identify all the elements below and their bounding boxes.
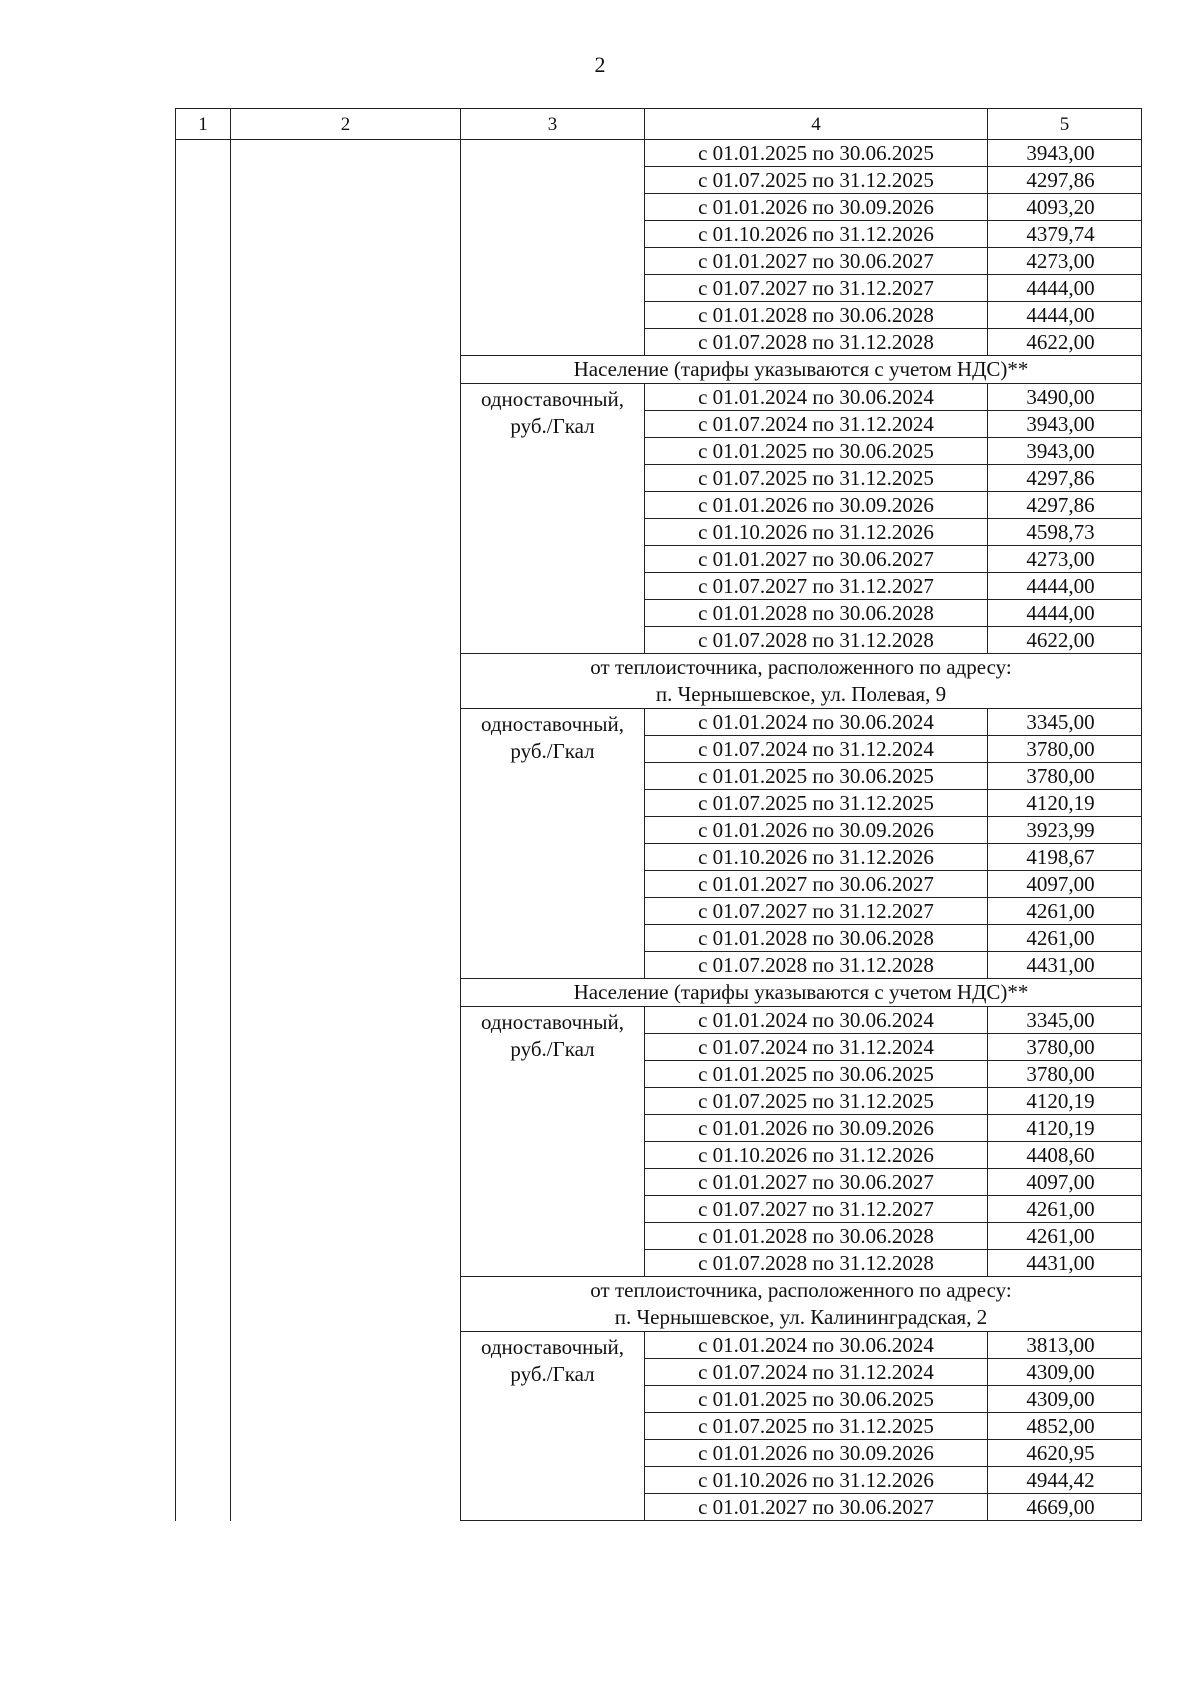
tariff-type-line: руб./Гкал: [510, 1037, 595, 1061]
tariff-type-line: руб./Гкал: [510, 1362, 595, 1386]
column-2-cell: [231, 140, 461, 1521]
tariff-value-cell: 3780,00: [988, 763, 1142, 790]
section-title-line: Население (тарифы указываются с учетом НДС)**: [573, 357, 1029, 381]
period-cell: с 01.07.2024 по 31.12.2024: [645, 411, 988, 438]
tariff-type-line: руб./Гкал: [510, 739, 595, 763]
tariff-value-cell: 4669,00: [988, 1494, 1142, 1521]
column-header: 4: [645, 109, 988, 140]
period-cell: с 01.07.2027 по 31.12.2027: [645, 1196, 988, 1223]
tariff-value-cell: 4273,00: [988, 248, 1142, 275]
period-cell: с 01.01.2026 по 30.09.2026: [645, 492, 988, 519]
period-cell: с 01.01.2028 по 30.06.2028: [645, 302, 988, 329]
period-cell: с 01.07.2028 по 31.12.2028: [645, 329, 988, 356]
tariff-value-cell: 3780,00: [988, 736, 1142, 763]
column-1-cell: [176, 140, 231, 1521]
period-cell: с 01.10.2026 по 31.12.2026: [645, 1467, 988, 1494]
tariff-type-cell: [461, 384, 645, 654]
tariff-value-cell: 4944,42: [988, 1467, 1142, 1494]
period-cell: с 01.01.2024 по 30.06.2024: [645, 709, 988, 736]
period-cell: с 01.01.2027 по 30.06.2027: [645, 546, 988, 573]
period-cell: с 01.07.2027 по 31.12.2027: [645, 898, 988, 925]
tariff-table: [175, 108, 1142, 1521]
tariff-value-cell: 3780,00: [988, 1034, 1142, 1061]
period-cell: с 01.01.2024 по 30.06.2024: [645, 1332, 988, 1359]
tariff-value-cell: 4120,19: [988, 790, 1142, 817]
tariff-value-cell: 4444,00: [988, 275, 1142, 302]
tariff-value-cell: 4431,00: [988, 952, 1142, 979]
period-cell: с 01.01.2025 по 30.06.2025: [645, 763, 988, 790]
period-cell: с 01.07.2025 по 31.12.2025: [645, 167, 988, 194]
tariff-value-cell: 4622,00: [988, 329, 1142, 356]
tariff-value-cell: 4309,00: [988, 1359, 1142, 1386]
tariff-value-cell: 3490,00: [988, 384, 1142, 411]
column-3-cell: [461, 140, 645, 356]
section-title: [461, 979, 1142, 1007]
period-cell: с 01.07.2024 по 31.12.2024: [645, 1359, 988, 1386]
tariff-value-cell: 3923,99: [988, 817, 1142, 844]
tariff-type-cell: [461, 709, 645, 979]
tariff-value-cell: 4093,20: [988, 194, 1142, 221]
section-title-line: от теплоисточника, расположенного по адресу:: [590, 655, 1012, 679]
tariff-value-cell: 3345,00: [988, 709, 1142, 736]
tariff-value-cell: 4261,00: [988, 898, 1142, 925]
section-title-line: п. Чернышевское, ул. Полевая, 9: [655, 682, 947, 706]
period-cell: с 01.01.2025 по 30.06.2025: [645, 140, 988, 167]
tariff-type-line: одноставочный,: [480, 712, 625, 736]
period-cell: с 01.01.2028 по 30.06.2028: [645, 600, 988, 627]
tariff-value-cell: 3943,00: [988, 438, 1142, 465]
tariff-value-cell: 4379,74: [988, 221, 1142, 248]
column-header: 3: [461, 109, 645, 140]
section-title-line: п. Чернышевское, ул. Калининградская, 2: [614, 1305, 988, 1329]
tariff-value-cell: 3813,00: [988, 1332, 1142, 1359]
page-number: 2: [594, 52, 606, 77]
tariff-type-cell: [461, 1007, 645, 1277]
tariff-value-cell: 4431,00: [988, 1250, 1142, 1277]
tariff-value-cell: 4444,00: [988, 600, 1142, 627]
tariff-value-cell: 4261,00: [988, 925, 1142, 952]
period-cell: с 01.07.2028 по 31.12.2028: [645, 952, 988, 979]
tariff-value-cell: 4297,86: [988, 167, 1142, 194]
period-cell: с 01.10.2026 по 31.12.2026: [645, 221, 988, 248]
period-cell: с 01.07.2025 по 31.12.2025: [645, 1088, 988, 1115]
period-cell: с 01.07.2025 по 31.12.2025: [645, 790, 988, 817]
section-title: [461, 356, 1142, 384]
section-title: [461, 654, 1142, 709]
period-cell: с 01.01.2024 по 30.06.2024: [645, 384, 988, 411]
table-body: [176, 140, 1142, 1521]
period-cell: с 01.07.2024 по 31.12.2024: [645, 736, 988, 763]
tariff-value-cell: 3780,00: [988, 1061, 1142, 1088]
section-title: [461, 1277, 1142, 1332]
tariff-value-cell: 4444,00: [988, 573, 1142, 600]
period-cell: с 01.01.2027 по 30.06.2027: [645, 871, 988, 898]
period-cell: с 01.07.2028 по 31.12.2028: [645, 1250, 988, 1277]
period-cell: с 01.07.2027 по 31.12.2027: [645, 275, 988, 302]
period-cell: с 01.07.2025 по 31.12.2025: [645, 1413, 988, 1440]
tariff-value-cell: 4309,00: [988, 1386, 1142, 1413]
period-cell: с 01.07.2028 по 31.12.2028: [645, 627, 988, 654]
period-cell: с 01.01.2026 по 30.09.2026: [645, 194, 988, 221]
period-cell: с 01.01.2025 по 30.06.2025: [645, 438, 988, 465]
tariff-value-cell: 4444,00: [988, 302, 1142, 329]
period-cell: с 01.10.2026 по 31.12.2026: [645, 519, 988, 546]
period-cell: с 01.01.2027 по 30.06.2027: [645, 1494, 988, 1521]
period-cell: с 01.01.2026 по 30.09.2026: [645, 1115, 988, 1142]
period-cell: с 01.01.2028 по 30.06.2028: [645, 925, 988, 952]
tariff-value-cell: 3943,00: [988, 140, 1142, 167]
tariff-value-cell: 4120,19: [988, 1115, 1142, 1142]
period-cell: с 01.07.2024 по 31.12.2024: [645, 1034, 988, 1061]
tariff-value-cell: 3943,00: [988, 411, 1142, 438]
tariff-value-cell: 4097,00: [988, 871, 1142, 898]
period-cell: с 01.01.2026 по 30.09.2026: [645, 817, 988, 844]
period-cell: с 01.10.2026 по 31.12.2026: [645, 844, 988, 871]
tariff-value-cell: 4273,00: [988, 546, 1142, 573]
period-cell: с 01.07.2025 по 31.12.2025: [645, 465, 988, 492]
column-header: 1: [176, 109, 231, 140]
tariff-value-cell: 4198,67: [988, 844, 1142, 871]
tariff-type-line: руб./Гкал: [510, 414, 595, 438]
column-header: 2: [231, 109, 461, 140]
period-cell: с 01.01.2025 по 30.06.2025: [645, 1386, 988, 1413]
period-cell: с 01.01.2025 по 30.06.2025: [645, 1061, 988, 1088]
tariff-value-cell: 4297,86: [988, 465, 1142, 492]
tariff-value-cell: 4598,73: [988, 519, 1142, 546]
tariff-value-cell: 4622,00: [988, 627, 1142, 654]
tariff-value-cell: 4120,19: [988, 1088, 1142, 1115]
period-cell: с 01.01.2024 по 30.06.2024: [645, 1007, 988, 1034]
table-row: [176, 140, 1142, 167]
tariff-type-cell: [461, 1332, 645, 1521]
period-cell: с 01.07.2027 по 31.12.2027: [645, 573, 988, 600]
tariff-value-cell: 4097,00: [988, 1169, 1142, 1196]
section-title-line: Население (тарифы указываются с учетом НДС)**: [573, 980, 1029, 1004]
tariff-value-cell: 4261,00: [988, 1196, 1142, 1223]
tariff-value-cell: 4261,00: [988, 1223, 1142, 1250]
tariff-value-cell: 4852,00: [988, 1413, 1142, 1440]
header-row: [176, 109, 1142, 140]
period-cell: с 01.01.2026 по 30.09.2026: [645, 1440, 988, 1467]
section-title-line: от теплоисточника, расположенного по адресу:: [590, 1278, 1012, 1302]
tariff-value-cell: 4408,60: [988, 1142, 1142, 1169]
tariff-type-line: одноставочный,: [480, 1335, 625, 1359]
period-cell: с 01.01.2028 по 30.06.2028: [645, 1223, 988, 1250]
column-header: 5: [988, 109, 1142, 140]
tariff-value-cell: 4297,86: [988, 492, 1142, 519]
period-cell: с 01.10.2026 по 31.12.2026: [645, 1142, 988, 1169]
tariff-type-line: одноставочный,: [480, 387, 625, 411]
tariff-value-cell: 3345,00: [988, 1007, 1142, 1034]
tariff-type-line: одноставочный,: [480, 1010, 625, 1034]
period-cell: с 01.01.2027 по 30.06.2027: [645, 1169, 988, 1196]
period-cell: с 01.01.2027 по 30.06.2027: [645, 248, 988, 275]
tariff-value-cell: 4620,95: [988, 1440, 1142, 1467]
